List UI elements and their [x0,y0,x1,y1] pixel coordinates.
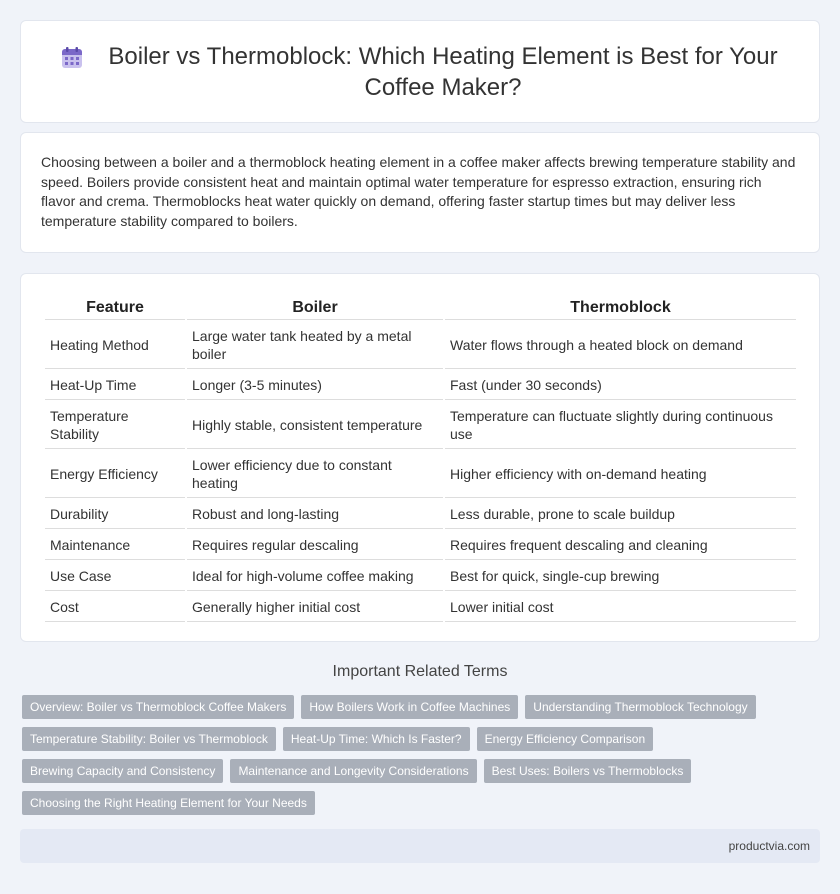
related-terms-title: Important Related Terms [332,663,508,680]
related-tag[interactable]: Brewing Capacity and Consistency [22,759,223,783]
feature-cell: Heating Method [45,322,185,369]
page-title: Boiler vs Thermoblock: Which Heating Element is Best for Your Coffee Maker? [108,42,778,101]
thermoblock-cell: Higher efficiency with on-demand heating [445,451,796,498]
related-tags [22,695,822,823]
intro-card [20,132,820,253]
table-row [45,451,796,498]
related-tag[interactable]: Energy Efficiency Comparison [477,727,654,751]
table-row [45,371,796,400]
feature-cell: Heat-Up Time [45,371,185,400]
intro-text: Choosing between a boiler and a thermoblock heating element in a coffee maker affects brewing temperature stability and speed. Boilers provide consistent heat and maintain optimal water temperature for espresso extraction, ensuring rich flavor and crema. Thermoblocks heat water quickly on demand, offering faster startup times but may deliver less temperature stability compared to boilers. [41,154,796,229]
related-tag[interactable]: Choosing the Right Heating Element for Your Needs [22,791,315,815]
title-wrap [60,41,780,103]
related-tag[interactable]: How Boilers Work in Coffee Machines [301,695,518,719]
thermoblock-cell: Temperature can fluctuate slightly during continuous use [445,402,796,449]
boiler-cell: Robust and long-lasting [187,500,443,529]
tag-row [22,695,822,719]
thermoblock-cell: Fast (under 30 seconds) [445,371,796,400]
tag-row [22,791,822,815]
related-tag[interactable]: Maintenance and Longevity Considerations [230,759,476,783]
thermoblock-cell: Lower initial cost [445,593,796,622]
tag-row [22,759,822,783]
table-row [45,402,796,449]
footer-site-link[interactable]: productvia.com [728,839,810,853]
feature-cell: Energy Efficiency [45,451,185,498]
table-header-row [45,296,796,320]
boiler-cell: Requires regular descaling [187,531,443,560]
boiler-cell: Lower efficiency due to constant heating [187,451,443,498]
title-card [20,20,820,123]
comparison-card [20,273,820,642]
related-tag[interactable]: Temperature Stability: Boiler vs Thermoblock [22,727,276,751]
boiler-cell: Generally higher initial cost [187,593,443,622]
feature-cell: Temperature Stability [45,402,185,449]
header-boiler: Boiler [187,296,443,320]
boiler-cell: Longer (3-5 minutes) [187,371,443,400]
header-feature: Feature [45,296,185,320]
boiler-cell: Ideal for high-volume coffee making [187,562,443,591]
thermoblock-cell: Requires frequent descaling and cleaning [445,531,796,560]
table-row [45,562,796,591]
feature-cell: Maintenance [45,531,185,560]
feature-cell: Durability [45,500,185,529]
table-row [45,593,796,622]
header-thermoblock: Thermoblock [445,296,796,320]
footer [20,829,820,863]
thermoblock-cell: Water flows through a heated block on demand [445,322,796,369]
boiler-cell: Highly stable, consistent temperature [187,402,443,449]
thermoblock-cell: Best for quick, single-cup brewing [445,562,796,591]
table-row [45,322,796,369]
calendar-icon [60,46,84,70]
related-tag[interactable]: Overview: Boiler vs Thermoblock Coffee Makers [22,695,294,719]
thermoblock-cell: Less durable, prone to scale buildup [445,500,796,529]
feature-cell: Cost [45,593,185,622]
related-tag[interactable]: Understanding Thermoblock Technology [525,695,755,719]
tag-row [22,727,822,751]
comparison-table [43,294,798,624]
related-tag[interactable]: Heat-Up Time: Which Is Faster? [283,727,470,751]
related-tag[interactable]: Best Uses: Boilers vs Thermoblocks [484,759,692,783]
boiler-cell: Large water tank heated by a metal boiler [187,322,443,369]
table-row [45,500,796,529]
table-row [45,531,796,560]
feature-cell: Use Case [45,562,185,591]
